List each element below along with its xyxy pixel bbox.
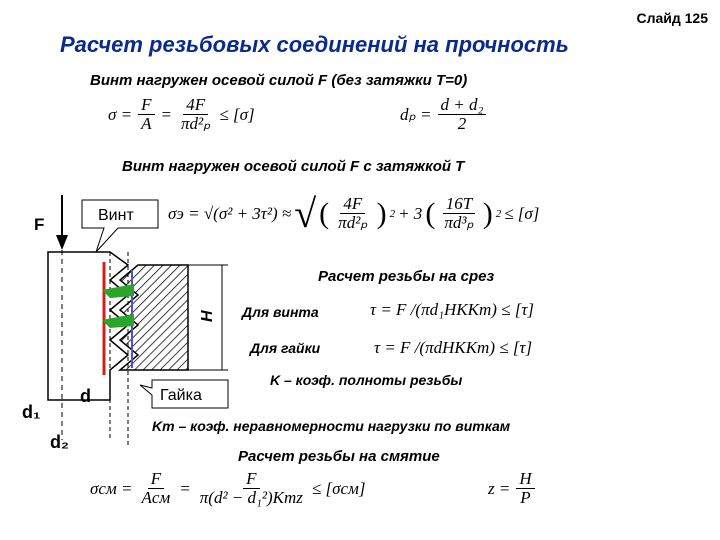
- d1-label: d₁: [22, 402, 41, 422]
- force-label: F: [34, 215, 45, 234]
- f-over-a: $\frac{F}{A}$: [138, 96, 154, 133]
- crush-formula: σсм = $\frac{F}{\text{Aсм}}$ = $\frac{F}{\text{π(d² − d₁²)Kтz}}$ ≤ [σсм]: [90, 469, 366, 507]
- km-note: Kт – коэф. неравномерности нагрузки по виткам: [152, 418, 511, 434]
- sqrt-sign: √: [294, 191, 317, 236]
- z-formula: z = $\frac{H}{P}$: [488, 470, 538, 507]
- gaika-callout-text: Гайка: [160, 387, 202, 404]
- force-arrow-head: [56, 235, 68, 250]
- slide-number: Слайд 125: [636, 10, 708, 26]
- h-label: H: [199, 310, 216, 322]
- thread-diagram: [0, 190, 250, 460]
- crush-heading: Расчет резьбы на смятие: [238, 448, 440, 465]
- dp-formula: dₚ = $\frac{\text{d + d₂}}{2}$: [400, 96, 489, 133]
- vint-callout-text: Винт: [98, 207, 134, 224]
- d2-label: d₂: [50, 432, 69, 452]
- d-label: d: [80, 386, 91, 406]
- sigma-lhs: σ =: [108, 104, 133, 124]
- equivalent-stress-formula: σэ = √(σ² + 3τ²) ≈ √ ( $\frac{4F}{\text{πd²ₚ}}$ ) 2 + 3 ( $\frac{16T}{\text{πd³ₚ}}$ ) 2 ≤ [σ]: [168, 191, 540, 236]
- slide-title: Расчет резьбовых соединений на прочность: [60, 32, 569, 57]
- shear-heading: Расчет резьбы на срез: [318, 268, 495, 285]
- section1-heading: Винт нагружен осевой силой F (без затяжки T=0): [90, 72, 468, 89]
- for-screw-label: Для винта: [242, 304, 319, 320]
- k-note: K – коэф. полноты резьбы: [270, 372, 463, 388]
- section2-heading: Винт нагружен осевой силой F с затяжкой T: [122, 158, 465, 175]
- stress-formula: σ = $\frac{F}{A}$ = $\frac{4F}{\text{πd²ₚ}}$ ≤ [σ]: [108, 95, 255, 133]
- tau-screw-formula: τ = F /(πd₁HKKт) ≤ [τ]: [370, 300, 535, 319]
- for-nut-label: Для гайки: [250, 340, 321, 356]
- tau-nut-formula: τ = F /(πdHKKт) ≤ [τ]: [374, 338, 533, 357]
- four-f-over-pi-dp2: $\frac{4F}{\text{πd²ₚ}}$: [180, 95, 211, 133]
